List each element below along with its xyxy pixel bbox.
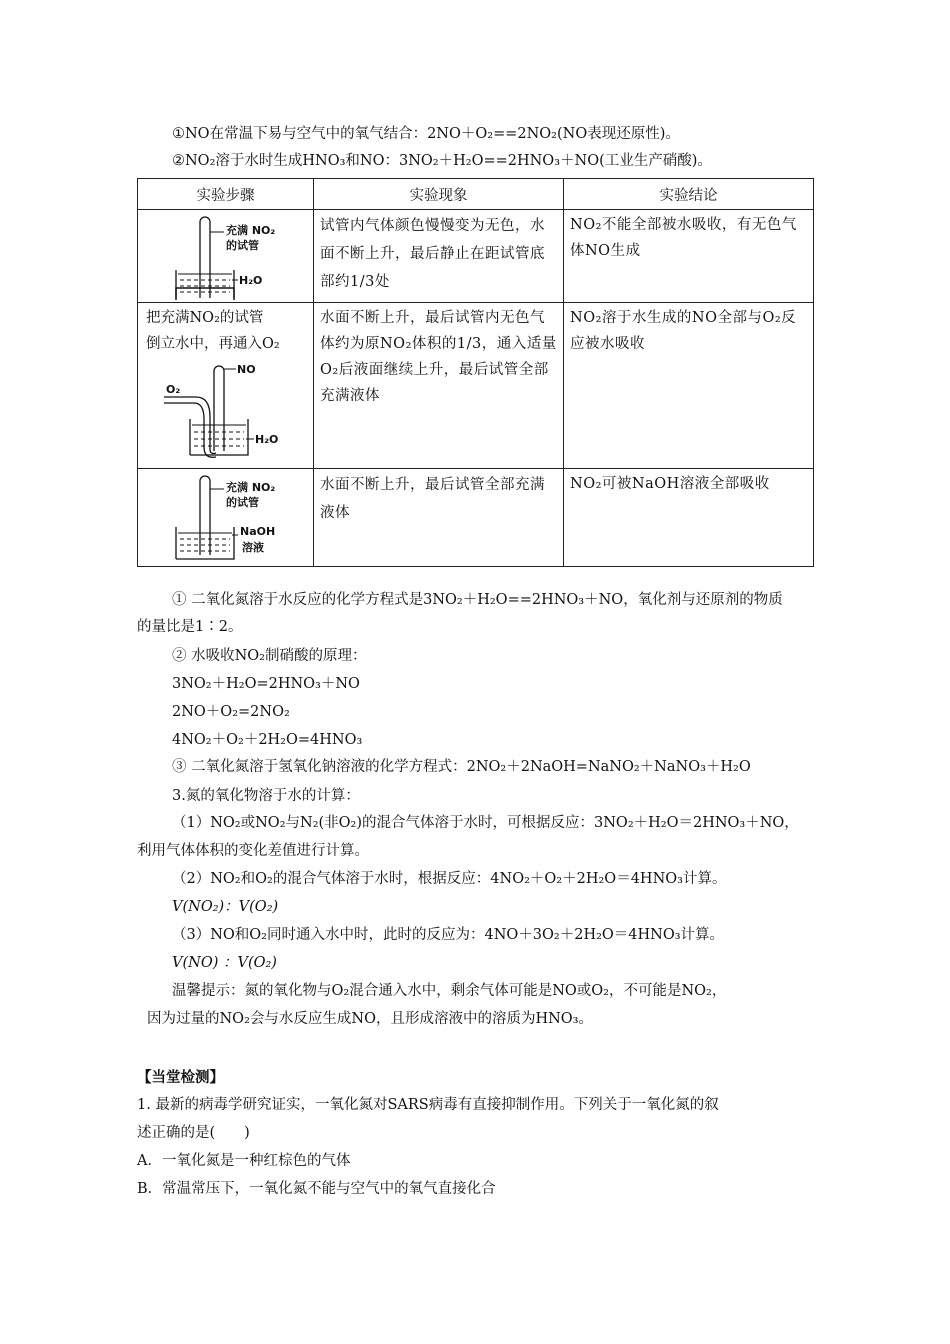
step-text-line-2: 倒立水中，再通入O₂ [146,335,280,352]
fig1-label-water: H₂O [239,274,263,288]
fig2-label-o2: O₂ [166,382,181,396]
fig2-label-no: NO [237,362,256,376]
header-conclusion: 实验结论 [564,179,814,210]
fig1-label-tube: 的试管 [226,239,259,253]
equation-3: 4NO₂＋O₂＋2H₂O=4HNO₃ [172,732,363,748]
paragraph-6: （2）NO₂和O₂的混合气体溶于水时，根据反应：4NO₂＋O₂＋2H₂O＝4HNO₃计算。 [172,871,727,887]
conclusion-cell [564,302,814,469]
table-header-row [138,179,814,210]
ratio-1: V(NO₂)：V(O₂) [172,899,279,915]
step-cell [138,302,314,469]
conclusion-text: NO₂不能全部被水吸收，有无色气体NO生成 [570,217,797,260]
header-step: 实验步骤 [138,179,314,210]
option-b: B．常温常压下，一氧化氮不能与空气中的氧气直接化合 [137,1181,496,1197]
oxygen-inlet-figure [138,357,308,463]
intro-line-2: ②NO₂溶于水时生成HNO₃和NO：3NO₂＋H₂O==2HNO₃＋NO(工业生产硝酸)。 [172,153,712,169]
fig3-label-gas: 充满 NO₂ [226,481,276,495]
conclusion-cell [564,469,814,567]
phenomenon-text: 水面不断上升，最后试管内无色气体约为原NO₂体积的1/3，通入适量O₂后液面继续上升，最后试管全部充满液体 [320,309,557,404]
inverted-tube-naoh-figure [138,469,308,563]
fig3-label-tube: 的试管 [226,496,259,510]
fig3-label-solution: 溶液 [242,541,264,555]
fig1-label-gas: 充满 NO₂ [226,224,276,238]
question-1-line-2: 述正确的是( ) [137,1125,250,1141]
paragraph-1a: ① 二氧化氮溶于水反应的化学方程式是3NO₂＋H₂O==2HNO₃＋NO，氧化剂与还原剂的物质 [172,592,783,608]
phenomenon-cell [314,210,564,302]
conclusion-text: NO₂可被NaOH溶液全部吸收 [570,476,770,493]
fig2-label-water: H₂O [255,432,279,446]
question-1-line-1: 1. 最新的病毒学研究证实，一氧化氮对SARS病毒有直接抑制作用。下列关于一氧化氮的叙 [137,1097,719,1113]
step-cell [138,210,314,302]
phenomenon-cell [314,469,564,567]
header-phenomenon: 实验现象 [314,179,564,210]
tip-line-1: 温馨提示：氮的氧化物与O₂混合通入水中，剩余气体可能是NO或O₂，不可能是NO₂， [172,983,727,999]
paragraph-4: 3.氮的氧化物溶于水的计算： [172,788,360,804]
fig3-label-naoh: NaOH [240,525,276,539]
tip-line-2: 因为过量的NO₂会与水反应生成NO，且形成溶液中的溶质为HNO₃。 [147,1011,593,1027]
paragraph-3: ③ 二氧化氮溶于氢氧化钠溶液的化学方程式：2NO₂＋2NaOH=NaNO₂＋NaNO₃＋H₂O [172,759,751,775]
step-cell [138,469,314,567]
table-row [138,302,814,469]
intro-line-1: ①NO在常温下易与空气中的氧气结合：2NO＋O₂==2NO₂(NO表现还原性)。 [172,126,680,142]
equation-2: 2NO＋O₂=2NO₂ [172,704,290,720]
phenomenon-text: 水面不断上升，最后试管全部充满液体 [320,477,545,522]
step-text-line-1: 把充满NO₂的试管 [146,309,264,326]
paragraph-1b: 的量比是1∶2。 [137,619,243,635]
section-heading: 【当堂检测】 [137,1070,224,1086]
paragraph-5a: （1）NO₂或NO₂与N₂(非O₂)的混合气体溶于水时，可根据反应：3NO₂＋H₂O＝2HNO₃＋NO， [172,815,799,831]
conclusion-text: NO₂溶于水生成的NO全部与O₂反应被水吸收 [570,309,797,352]
phenomenon-text: 试管内气体颜色慢慢变为无色，水面不断上升，最后静止在距试管底部约1/3处 [320,218,545,291]
table-row [138,210,814,302]
paragraph-5b: 利用气体体积的变化差值进行计算。 [137,843,369,859]
inverted-tube-water-figure [138,210,308,300]
phenomenon-cell [314,302,564,469]
paragraph-2: ② 水吸收NO₂制硝酸的原理： [172,648,367,664]
experiment-table [137,178,814,567]
ratio-2: V(NO) ：V(O₂) [172,955,277,971]
table-row [138,469,814,567]
equation-1: 3NO₂＋H₂O=2HNO₃＋NO [172,676,360,692]
option-a: A．一氧化氮是一种红棕色的气体 [137,1153,351,1169]
conclusion-cell [564,210,814,302]
paragraph-8: （3）NO和O₂同时通入水中时，此时的反应为：4NO＋3O₂＋2H₂O＝4HNO₃计算。 [172,927,725,943]
